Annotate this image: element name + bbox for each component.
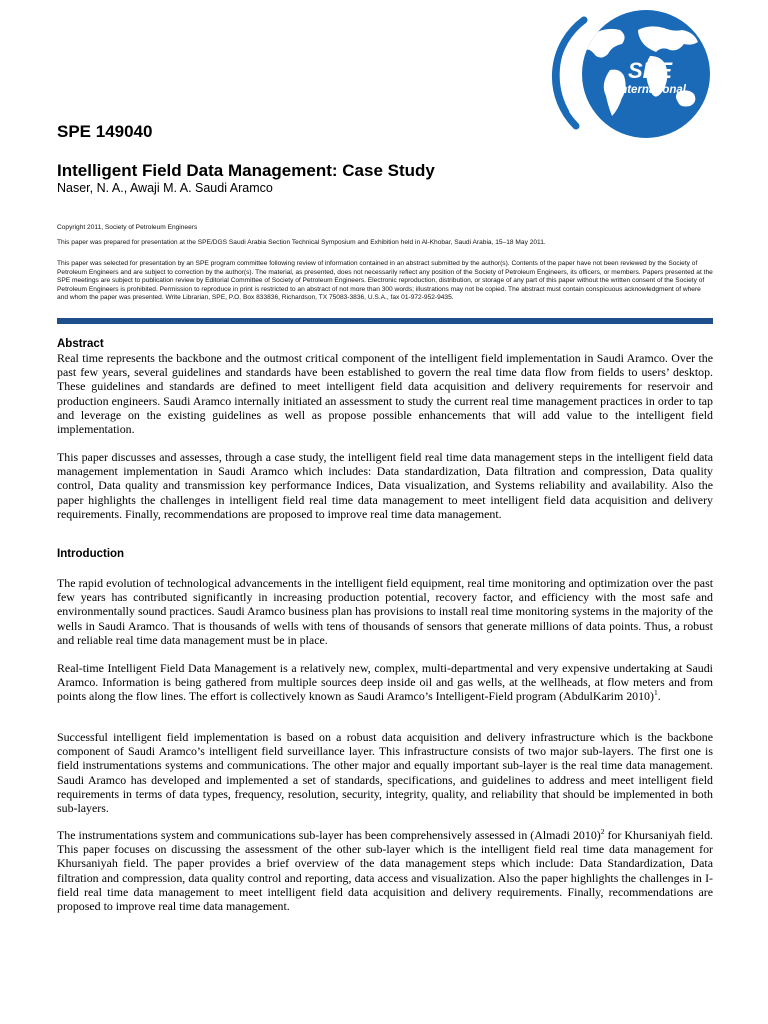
citation-superscript: 2 xyxy=(600,827,605,837)
paper-title: Intelligent Field Data Management: Case Study xyxy=(57,161,435,180)
copyright-notice: Copyright 2011, Society of Petroleum Engineers xyxy=(57,224,198,231)
paragraph-text: The instrumentations system and communications sub-layer has been comprehensively assessed in (Almadi 2010) xyxy=(57,828,601,842)
introduction-heading: Introduction xyxy=(57,548,125,560)
header-divider xyxy=(57,318,713,324)
introduction-paragraph xyxy=(57,661,713,704)
introduction-paragraph xyxy=(57,828,713,913)
abstract-heading: Abstract xyxy=(57,338,104,350)
paragraph-text: for Khursaniyah field. This paper focuses on discussing the assessment of the other sub-layer which is the intelligent field real time data management for Khursaniyah field. The paper provides a brief overview of the data management steps which include: Data Standardization, Data filtration and compression, data quality control and reporting, data access and visualization. Also the paper highlights the challenges in I-field real time data management to meet intelligent field data acquisition and delivery requirements. Finally, recommendations are proposed to improve real time data management. xyxy=(57,828,713,914)
logo-international-text: International xyxy=(617,84,687,96)
paper-number: SPE 149040 xyxy=(57,122,153,141)
preparation-notice: This paper was prepared for presentation at the SPE/DGS Saudi Arabia Section Technical Symposium and Exhibition held in Al-Khobar, Saudi Arabia, 15–18 May 2011. xyxy=(57,239,546,246)
review-notice: This paper was selected for presentation by an SPE program committee following review of information contained in an abstract submitted by the author(s). Contents of the paper have not been reviewed by the Society of Petroleum Engineers and are subject to correction by the author(s). The material, as presented, does not necessarily reflect any position of the Society of Petroleum Engineers, its officers, or members. Papers presented at the SPE meetings are subject to publication review by Editorial Committee of Society of Petroleum Engineers. Electronic reproduction, distribution, or storage of any part of this paper without the written consent of the Society of Petroleum Engineers is prohibited. Permission to reproduce in print is restricted to an abstract of not more than 300 words; illustrations may not be copied. The abstract must contain conspicuous acknowledgment of where and whom the paper was presented. Write Librarian, SPE, P.O. Box 833836, Richardson, TX 75083-3836, U.S.A., fax 01-972-952-9435. xyxy=(57,260,713,302)
introduction-paragraph: The rapid evolution of technological advancements in the intelligent field equipment, real time monitoring and optimization over the past few years has contributed significantly in increasing production potential, recovery factor, and efficiency with the most safe and environmentally sound practices. Saudi Aramco business plan has provisions to install real time monitoring systems in the majority of the wells in Saudi Aramco. That is thousands of wells with tens of thousands of sensors that generate millions of data points. Thus, a robust and reliable real time data management must be in place. xyxy=(57,576,713,647)
citation-superscript: 1 xyxy=(653,688,658,698)
abstract-paragraph: Real time represents the backbone and the outmost critical component of the intelligent field implementation in Saudi Aramco. Over the past few years, several guidelines and standards have been established to govern the real time data flow from fields to users’ desktop. These guidelines and standards are defined to meet intelligent field data acquisition and delivery requirements for reservoir and production engineers. Saudi Aramco internally initiated an assessment to study the current real time management practices in order to tap and leverage on the existing guidelines as well as propose possible enhancements that will add value to the intelligent field implementation. xyxy=(57,351,713,437)
introduction-paragraph: Successful intelligent field implementation is based on a robust data acquisition and delivery infrastructure which is the backbone component of Saudi Aramco’s intelligent field surveillance layer. This infrastructure consists of two major sub-layers. The first one is field instrumentations systems and communications. The other major and equally important sub-layer is the real time data management. Saudi Aramco has developed and implemented a set of standards, specifications, and guidelines to address and meet intelligent field requirements in terms of data types, frequency, resolution, security, integrity, quality, and reliability that should be implemented in both sub-layers. xyxy=(57,730,713,816)
paragraph-text: Real-time Intelligent Field Data Management is a relatively new, complex, multi-departmental and very expensive undertaking at Saudi Aramco. Information is being gathered from multiple sources deep inside oil and gas wells, at the wellheads, at flow meters and from points along the flow lines. The effort is collectively known as Saudi Aramco’s Intelligent-Field program (AbdulKarim 2010) xyxy=(57,661,713,704)
spe-international-logo xyxy=(546,8,744,140)
authors: Naser, N. A., Awaji M. A. Saudi Aramco xyxy=(57,181,273,195)
abstract-paragraph: This paper discusses and assesses, through a case study, the intelligent field real time data management steps in the intelligent field data management implementation in Saudi Aramco which includes: Data standardization, Data filtration and compression, Data quality control, Data quality and transmission key performance Indices, Data visualization, and Systems reliability and availability. Also the paper highlights the challenges in intelligent field real time data management to meet intelligent field data acquisition and delivery requirements. Finally, recommendations are proposed to improve real time data management. xyxy=(57,450,713,521)
logo-spe-text: SPE xyxy=(628,58,673,83)
paragraph-end: . xyxy=(657,689,661,704)
